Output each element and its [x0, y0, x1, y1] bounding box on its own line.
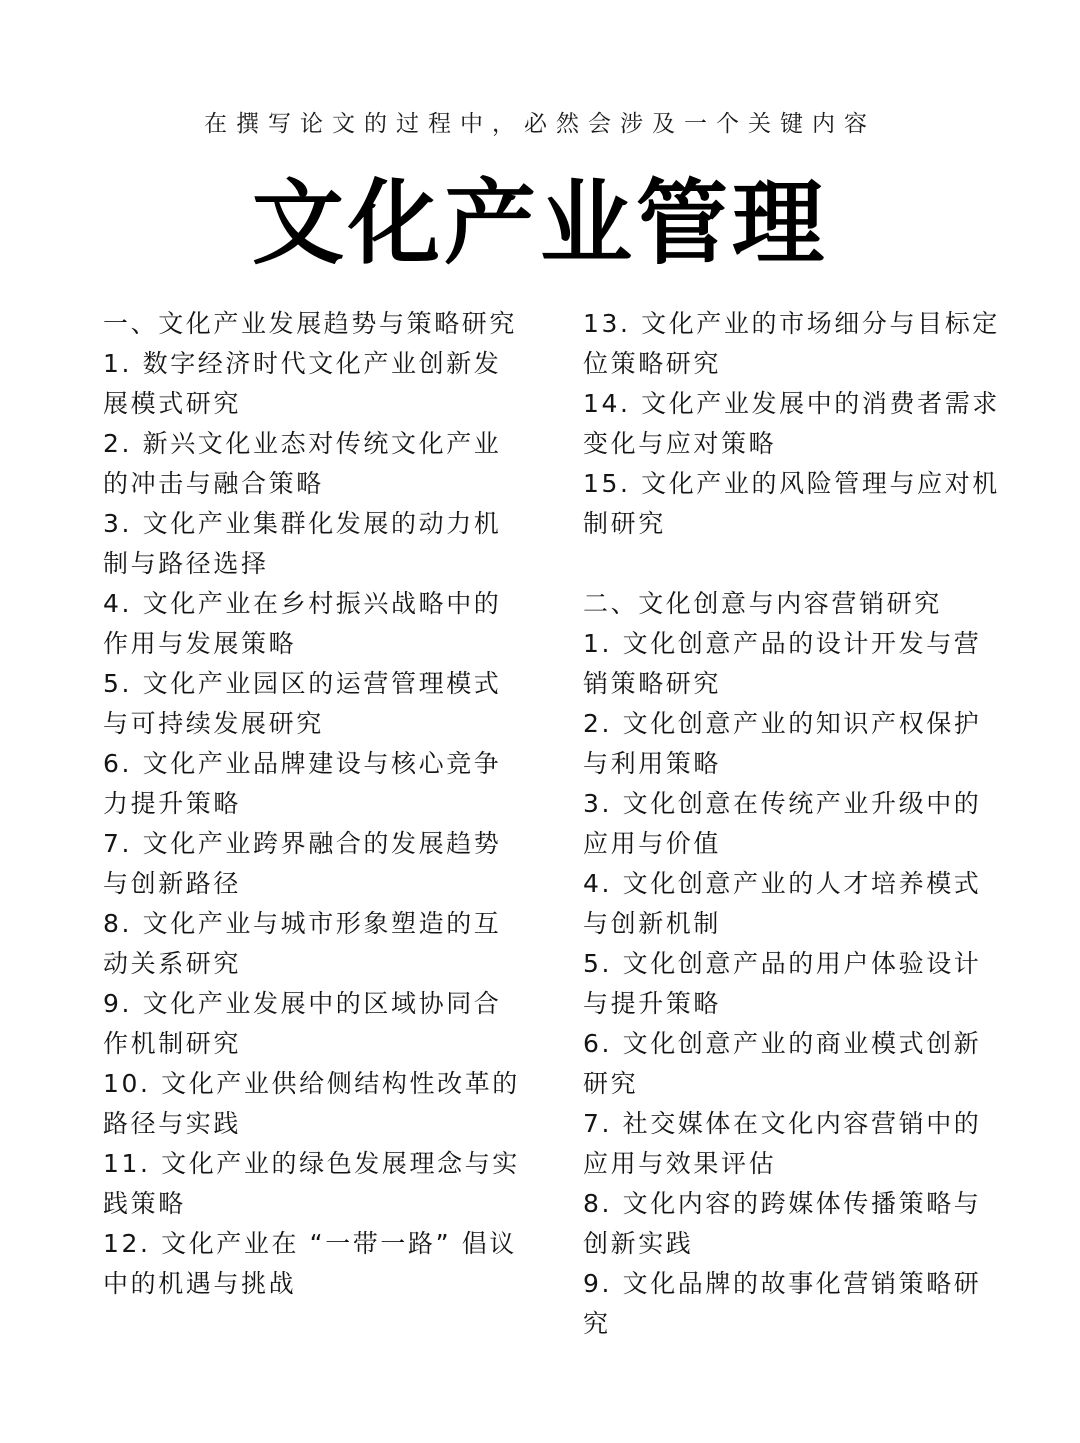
list-item: 5. 文化产业园区的运营管理模式与可持续发展研究	[103, 669, 502, 738]
list-item: 11. 文化产业的绿色发展理念与实践策略	[103, 1149, 520, 1218]
list-item: 13. 文化产业的市场细分与目标定位策略研究	[583, 309, 1000, 378]
list-item: 6. 文化产业品牌建设与核心竞争力提升策略	[103, 749, 502, 818]
list-item: 9. 文化产业发展中的区域协同合作机制研究	[103, 989, 502, 1058]
list-item: 8. 文化内容的跨媒体传播策略与创新实践	[583, 1189, 982, 1258]
list-item: 6. 文化创意产业的商业模式创新研究	[583, 1029, 982, 1098]
list-item: 5. 文化创意产品的用户体验设计与提升策略	[583, 949, 982, 1018]
list-item: 12. 文化产业在 “一带一路” 倡议中的机遇与挑战	[103, 1229, 517, 1298]
list-item: 9. 文化品牌的故事化营销策略研究	[583, 1269, 982, 1338]
list-item: 7. 文化产业跨界融合的发展趋势与创新路径	[103, 829, 502, 898]
list-item: 1. 数字经济时代文化产业创新发展模式研究	[103, 349, 502, 418]
right-column	[583, 304, 1003, 1344]
list-item: 1. 文化创意产品的设计开发与营销策略研究	[583, 629, 982, 698]
list-item: 3. 文化创意在传统产业升级中的应用与价值	[583, 789, 982, 858]
left-column	[103, 304, 523, 1304]
section-heading-2: 二、文化创意与内容营销研究	[583, 589, 942, 618]
list-item: 3. 文化产业集群化发展的动力机制与路径选择	[103, 509, 502, 578]
list-item: 8. 文化产业与城市形象塑造的互动关系研究	[103, 909, 502, 978]
section-heading-1: 一、文化产业发展趋势与策略研究	[103, 309, 518, 338]
list-item: 4. 文化创意产业的人才培养模式与创新机制	[583, 869, 982, 938]
list-item: 15. 文化产业的风险管理与应对机制研究	[583, 469, 1000, 538]
list-item: 2. 文化创意产业的知识产权保护与利用策略	[583, 709, 982, 778]
subtitle: 在撰写论文的过程中，必然会涉及一个关键内容	[204, 111, 876, 137]
list-item: 2. 新兴文化业态对传统文化产业的冲击与融合策略	[103, 429, 502, 498]
page-title: 文化产业管理	[251, 170, 828, 277]
list-item: 4. 文化产业在乡村振兴战略中的作用与发展策略	[103, 589, 502, 658]
list-item: 10. 文化产业供给侧结构性改革的路径与实践	[103, 1069, 520, 1138]
section-spacer	[583, 544, 1003, 584]
list-item: 7. 社交媒体在文化内容营销中的应用与效果评估	[583, 1109, 982, 1178]
list-item: 14. 文化产业发展中的消费者需求变化与应对策略	[583, 389, 1000, 458]
